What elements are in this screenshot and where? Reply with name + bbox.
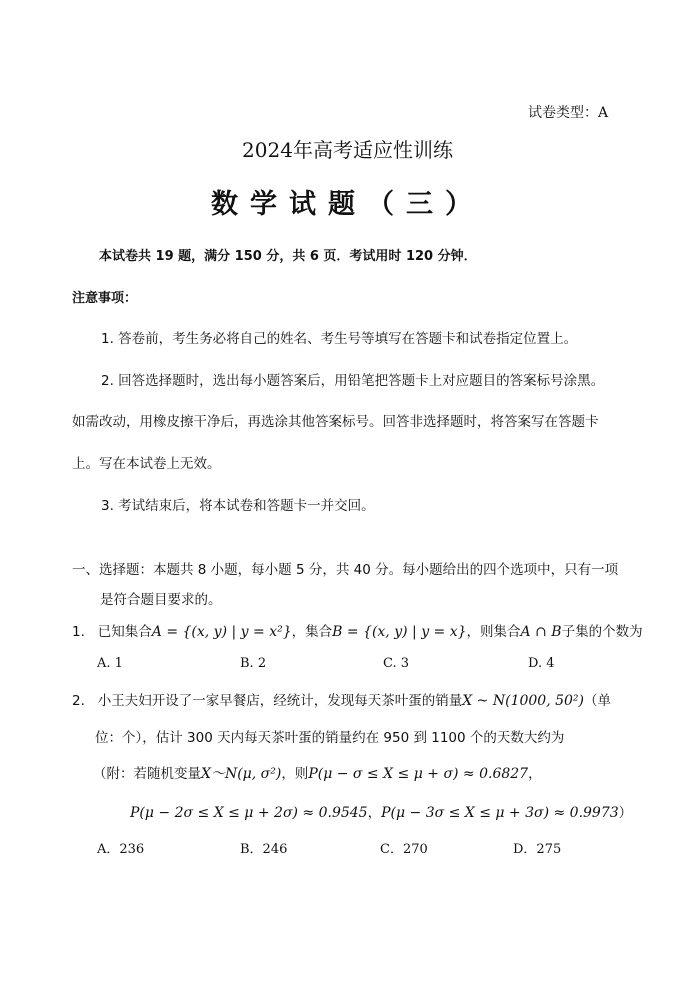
q1-option-b: B. 2 — [240, 656, 267, 671]
intersection-expression: A ∩ B — [520, 624, 562, 640]
exam-summary: 本试卷共 19 题，满分 150 分，共 6 页．考试用时 120 分钟． — [99, 249, 477, 264]
q1-option-d: D. 4 — [528, 656, 555, 671]
q1-option-a: A. 1 — [97, 656, 123, 671]
question-text: ，则 — [281, 766, 309, 782]
q2-option-a: A．236 — [97, 842, 145, 857]
question-number: 2. — [72, 693, 85, 709]
notice-line-2c: 上。写在本试卷上无效。 — [72, 456, 221, 472]
notice-line-2b: 如需改动，用橡皮擦干净后，再选涂其他答案标号。回答非选择题时，将答案写在答题卡 — [72, 414, 599, 430]
distribution-expression: X ~ N(1000, 50²) — [462, 693, 584, 709]
question-text: 子集的个数为 — [561, 624, 643, 640]
q1-option-c: C. 3 — [383, 656, 410, 671]
exam-subtitle: 2024年高考适应性训练 — [242, 138, 453, 162]
question-text: 已知集合 — [97, 624, 152, 640]
question-text: 小王夫妇开设了一家早餐店，经统计，发现每天茶叶蛋的销量 — [97, 693, 463, 709]
probability-2sigma: P(μ − 2σ ≤ X ≤ μ + 2σ) ≈ 0.9545 — [130, 805, 368, 821]
question-text: ，则集合 — [466, 624, 521, 640]
question-1 — [72, 620, 643, 640]
question-text: ， — [367, 805, 382, 821]
normal-distribution-expression: X～N(μ, σ²) — [201, 766, 282, 782]
notice-heading: 注意事项： — [72, 291, 138, 306]
q2-option-c: C．270 — [380, 842, 428, 857]
set-a-expression: A = {(x, y) | y = x²} — [151, 624, 292, 640]
question-text: （附：若随机变量 — [93, 766, 201, 782]
probability-1sigma: P(μ − σ ≤ X ≤ μ + σ) ≈ 0.6827 — [308, 766, 529, 782]
notice-line-3: 3. 考试结束后，将本试卷和答题卡一并交回。 — [101, 498, 375, 514]
question-2-line-3 — [93, 762, 542, 783]
section-intro-b: 是符合题目要求的。 — [100, 592, 222, 608]
question-text: ） — [618, 805, 633, 821]
set-b-expression: B = {(x, y) | y = x} — [332, 624, 467, 640]
question-text: ， — [528, 766, 542, 782]
question-2-line-1 — [72, 689, 611, 709]
question-text: ，集合 — [291, 624, 333, 640]
notice-line-1: 1. 答卷前，考生务必将自己的姓名、考生号等填写在答题卡和试卷指定位置上。 — [101, 331, 578, 347]
probability-3sigma: P(μ − 3σ ≤ X ≤ μ + 3σ) ≈ 0.9973 — [381, 805, 619, 821]
question-number: 1. — [72, 624, 85, 640]
question-2-line-2: 位：个），估计 300 天内每天茶叶蛋的销量约在 950 到 1100 个的天数大约为 — [95, 730, 565, 746]
q2-option-b: B．246 — [240, 842, 288, 857]
exam-title: 数学试题（三） — [211, 189, 484, 220]
q2-option-d: D．275 — [513, 842, 562, 857]
paper-type-label: 试卷类型：A — [528, 105, 609, 121]
notice-line-2a: 2. 回答选择题时，选出每小题答案后，用铅笔把答题卡上对应题目的答案标号涂黑。 — [101, 373, 605, 389]
question-2-line-4 — [130, 801, 632, 821]
question-text: （单 — [584, 693, 611, 709]
section-intro-a: 一、选择题：本题共 8 小题，每小题 5 分，共 40 分。每小题给出的四个选项中，只有一项 — [72, 562, 619, 578]
